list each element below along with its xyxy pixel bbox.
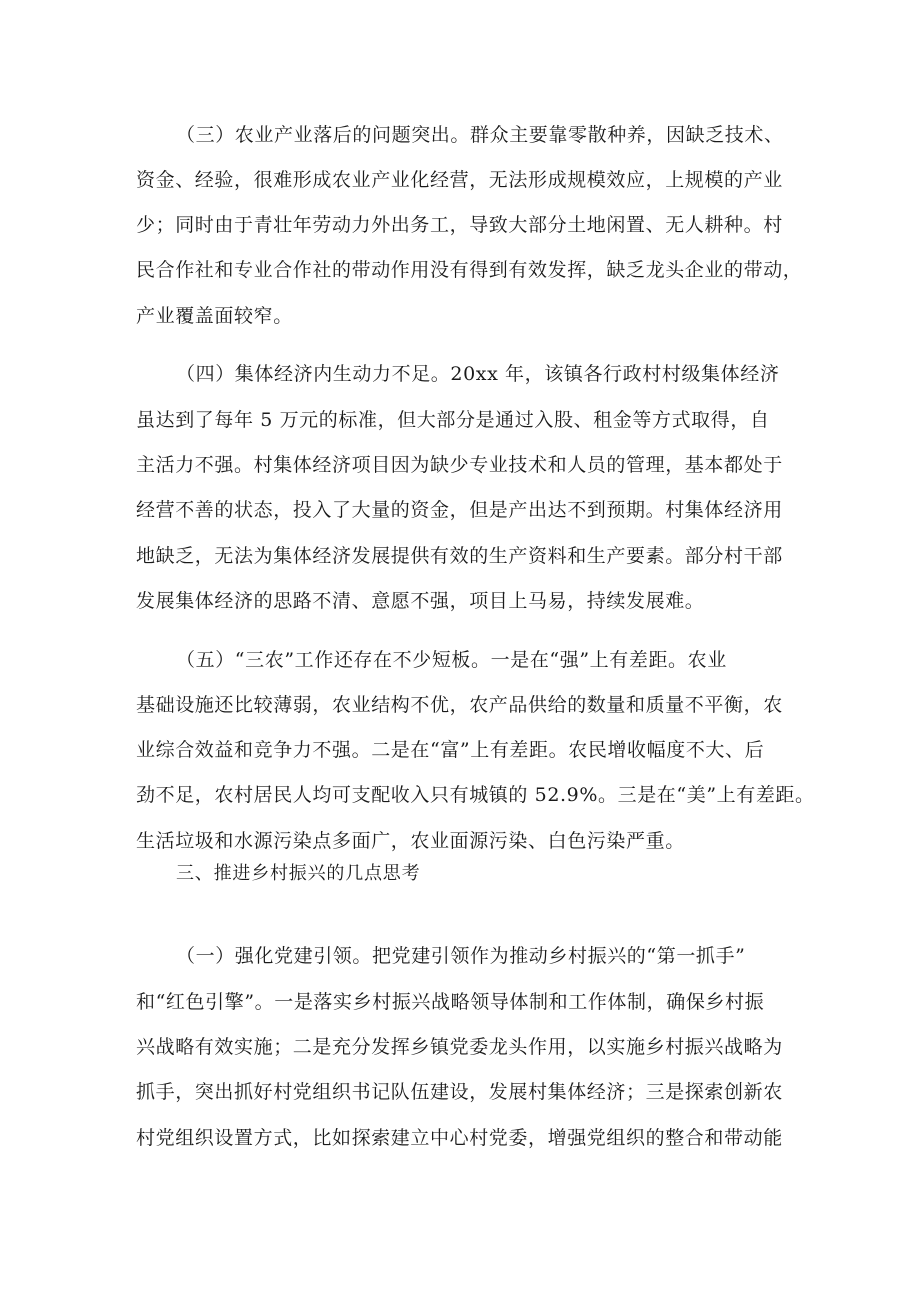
paragraph-collective-line-5: 地缺乏，无法为集体经济发展提供有效的生产资料和生产要素。部分村干部 xyxy=(136,545,783,567)
paragraph-collective-line-1: （四）集体经济内生动力不足。20xx 年，该镇各行政村村级集体经济 xyxy=(176,363,780,385)
paragraph-party-line-1: （一）强化党建引领。把党建引领作为推动乡村振兴的“第一抓手” xyxy=(176,945,746,967)
paragraph-three-rural-line-1: （五）“三农”工作还存在不少短板。一是在“强”上有差距。农业 xyxy=(176,649,727,671)
paragraph-three-rural-line-2: 基础设施还比较薄弱，农业结构不优，农产品供给的数量和质量不平衡，农 xyxy=(136,694,783,716)
paragraph-agri-line-4: 民合作社和专业合作社的带动作用没有得到有效发挥，缺乏龙头企业的带动， xyxy=(136,259,803,281)
paragraph-collective-line-6: 发展集体经济的思路不清、意愿不强，项目上马易，持续发展难。 xyxy=(136,590,705,612)
paragraph-party-line-3: 兴战略有效实施；二是充分发挥乡镇党委龙头作用，以实施乡村振兴战略为 xyxy=(136,1036,783,1058)
paragraph-collective-line-2: 虽达到了每年 5 万元的标准，但大部分是通过入股、租金等方式取得，自 xyxy=(136,409,770,431)
paragraph-agri-line-3: 少；同时由于青壮年劳动力外出务工，导致大部分土地闲置、无人耕种。村 xyxy=(136,214,783,236)
paragraph-party-line-2: 和“红色引擎”。一是落实乡村振兴战略领导体制和工作体制，确保乡村振 xyxy=(136,991,765,1013)
paragraph-agri-line-5: 产业覆盖面较窄。 xyxy=(136,305,293,327)
paragraph-collective-line-4: 经营不善的状态，投入了大量的资金，但是产出达不到预期。村集体经济用 xyxy=(136,499,783,521)
paragraph-agri-line-2: 资金、经验，很难形成农业产业化经营，无法形成规模效应，上规模的产业 xyxy=(136,169,783,191)
paragraph-collective-line-3: 主活力不强。村集体经济项目因为缺少专业技术和人员的管理，基本都处于 xyxy=(136,454,783,476)
section-heading: 三、推进乡村振兴的几点思考 xyxy=(176,863,421,884)
paragraph-three-rural-line-3: 业综合效益和竞争力不强。二是在“富”上有差距。农民增收幅度不大、后 xyxy=(136,739,765,761)
paragraph-agri-line-1: （三）农业产业落后的问题突出。群众主要靠零散种养，因缺乏技术、 xyxy=(176,124,784,146)
paragraph-party-line-4: 抓手，突出抓好村党组织书记队伍建设，发展村集体经济；三是探索创新农 xyxy=(136,1081,783,1103)
paragraph-three-rural-line-5: 生活垃圾和水源污染点多面广，农业面源污染、白色污染严重。 xyxy=(136,830,685,852)
paragraph-three-rural-line-4: 劲不足，农村居民人均可支配收入只有城镇的 52.9%。三是在“美”上有差距。 xyxy=(136,784,815,806)
paragraph-party-line-5: 村党组织设置方式，比如探索建立中心村党委，增强党组织的整合和带动能 xyxy=(136,1127,783,1149)
